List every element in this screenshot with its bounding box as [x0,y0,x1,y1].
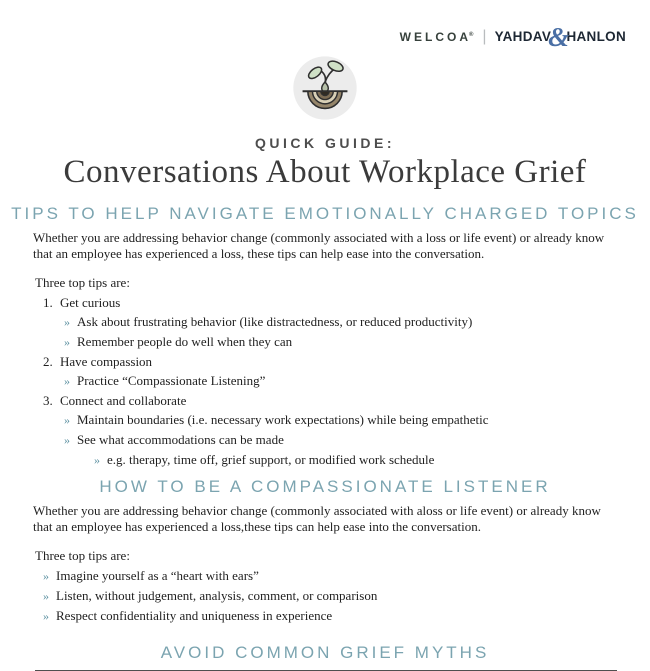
chevron-bullet-icon: » [64,314,70,329]
list-item [0,315,650,329]
list-item [0,413,650,427]
welcoa-logo [400,30,477,44]
list-item-text: e.g. therapy, time off, grief support, or modified work schedule [107,451,435,467]
hero-icon-wrap [0,0,650,126]
hanlon-wordmark: HANLON [566,29,626,44]
chevron-bullet-icon: » [64,432,70,447]
list-number: 3. [43,392,53,408]
tips-intro-paragraph: Whether you are addressing behavior change (commonly associated with a loss or life event) or already know that an employee has experienced a loss, these tips can help ease into the conversation. [33,230,605,262]
tips-list-label: Three top tips are: [35,274,130,290]
list-item-text: Respect confidentiality and uniqueness in experience [56,607,333,623]
chevron-bullet-icon: » [64,334,70,349]
yahdav-wordmark: YAHDAV [494,29,552,44]
list-item [0,569,650,583]
list-item [0,335,650,349]
section-heading-myths: AVOID COMMON GRIEF MYTHS [160,642,490,662]
list-number: 2. [43,353,53,369]
listener-list [0,569,650,623]
chevron-bullet-icon: » [43,588,49,603]
listener-list-label: Three top tips are: [35,547,130,563]
list-item [0,453,650,467]
list-number: 1. [43,294,53,310]
list-item-text: Practice “Compassionate Listening” [77,372,266,388]
list-item-text: Get curious [60,294,121,310]
welcoa-wordmark: WELCOA [399,29,471,44]
chevron-bullet-icon: » [43,608,49,623]
list-item-text: See what accommodations can be made [77,431,284,447]
list-item-text: Listen, without judgement, analysis, comment, or comparison [56,587,378,603]
logo-divider: | [482,27,487,45]
yahdav-hanlon-logo [495,21,626,52]
list-item [0,609,650,623]
section-divider [35,670,617,671]
ampersand-icon: & [548,22,570,52]
list-item [0,589,650,603]
chevron-bullet-icon: » [64,412,70,427]
chevron-bullet-icon: » [64,373,70,388]
seed-planting-icon [292,55,358,126]
chevron-bullet-icon: » [94,452,100,467]
list-item-text: Have compassion [60,353,153,369]
list-item [0,355,650,368]
list-item-text: Connect and collaborate [60,392,187,408]
tips-list [0,296,650,467]
quick-guide-kicker: QUICK GUIDE: [255,135,395,151]
page-title: Conversations About Workplace Grief [63,154,587,190]
list-item [0,433,650,447]
listener-intro-paragraph: Whether you are addressing behavior change (commonly associated with aloss or life event) or already know that an employee has experienced a loss,these tips can help ease into the conversation. [33,502,601,535]
list-item-text: Ask about frustrating behavior (like distractedness, or reduced productivity) [77,313,473,329]
list-item-text: Remember people do well when they can [77,333,293,349]
registered-trademark-icon: ® [468,31,477,38]
list-item [0,374,650,388]
list-item [0,394,650,407]
list-item-text: Maintain boundaries (i.e. necessary work expectations) while being empathetic [77,411,489,427]
section-heading-tips: TIPS TO HELP NAVIGATE EMOTIONALLY CHARGED TOPICS [11,204,639,223]
list-item-text: Imagine yourself as a “heart with ears” [56,567,259,583]
header-logos [400,21,626,52]
section-heading-listener: HOW TO BE A COMPASSIONATE LISTENER [99,476,551,496]
list-item [0,296,650,309]
chevron-bullet-icon: » [43,568,49,583]
